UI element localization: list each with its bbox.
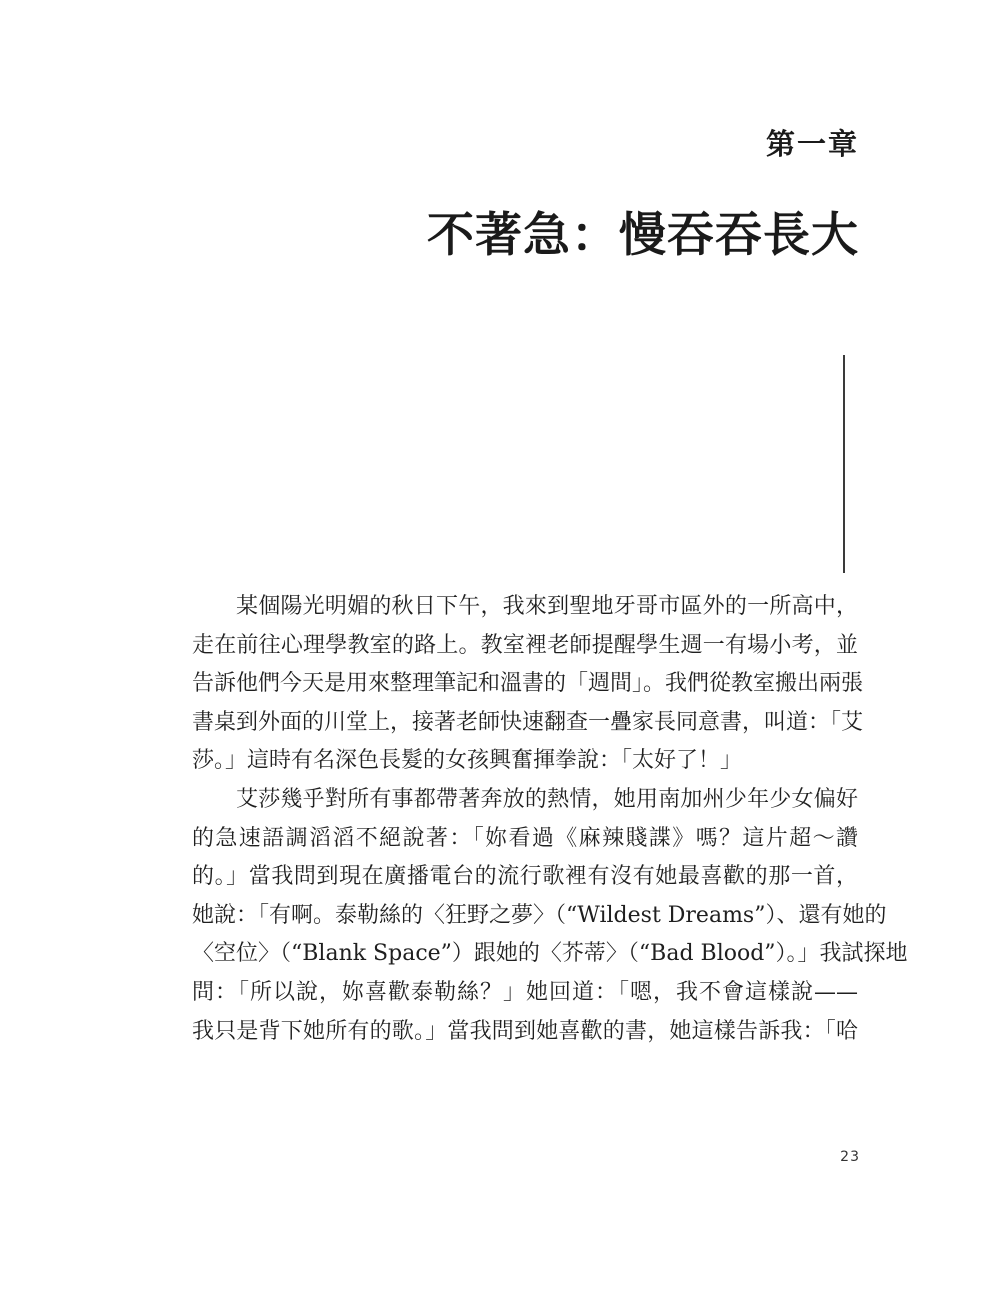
chapter-title: 不著急：慢吞吞長大 (427, 208, 859, 263)
paragraph (192, 588, 864, 781)
vertical-rule-divider (843, 355, 845, 573)
text-line: 莎。」這時有名深色長髮的女孩興奮揮拳說：「太好了！」 (192, 748, 743, 774)
page-number: 23 (840, 1149, 860, 1165)
chapter-label: 第一章 (765, 127, 859, 161)
text-line: 〈空位〉（“Blank Space”）跟她的〈芥蒂〉（“Bad Blood”）。」我試探地 (192, 941, 908, 967)
text-line: 某個陽光明媚的秋日下午，我來到聖地牙哥市區外的一所高中， (236, 594, 858, 619)
text-line: 的。」當我問到現在廣播電台的流行歌裡有沒有她最喜歡的那一首， (192, 864, 858, 890)
text-line: 的急速語調滔滔不絕說著：「妳看過《麻辣賤諜》嗎？這片超～讚 (192, 825, 858, 851)
text-line: 問：「所以說，妳喜歡泰勒絲？」她回道：「嗯，我不會這樣說—— (192, 979, 858, 1005)
text-line: 我只是背下她所有的歌。」當我問到她喜歡的書，她這樣告訴我：「哈 (192, 1018, 858, 1044)
text-line: 走在前往心理學教室的路上。教室裡老師提醒學生週一有場小考，並 (192, 632, 858, 658)
text-line: 書桌到外面的川堂上，接著老師快速翻查一疊家長同意書，叫道：「艾 (192, 709, 864, 735)
text-line: 她說：「有啊。泰勒絲的〈狂野之夢〉（“Wildest Dreams”）、還有她的 (192, 902, 887, 928)
body-text (192, 588, 908, 1051)
text-line: 告訴他們今天是用來整理筆記和溫書的「週間」。我們從教室搬出兩張 (192, 671, 864, 697)
paragraph (192, 781, 908, 1051)
text-line: 艾莎幾乎對所有事都帶著奔放的熱情，她用南加州少年少女偏好 (236, 786, 858, 812)
